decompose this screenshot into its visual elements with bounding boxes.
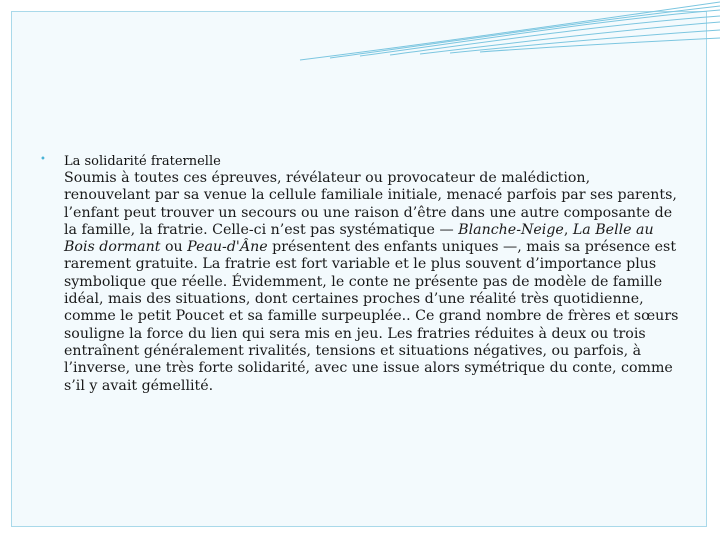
- bullet-item: [40, 152, 680, 172]
- body-separator: ,: [563, 221, 573, 238]
- slide-content: [40, 152, 680, 395]
- body-text: Soumis à toutes ces épreuves, révélateur ou provocateur de malédiction, renouvelant par sa venue la cellule familiale initiale, menacé parfois par ses parents, l’enfant peut trouver un secours ou une raison d’être dans une autre composante de la famille, la fratrie. Celle-ci n’est pas systématique —: [64, 170, 677, 238]
- tale-title-peau-d-ane: Peau-d'Âne: [187, 239, 268, 256]
- tale-title-blanche-neige: Blanche-Neige: [458, 221, 564, 238]
- body-separator: ou: [160, 239, 188, 256]
- bullet-title: La solidarité fraternelle: [64, 154, 221, 169]
- tale-title-belle-au-bois-dormant: La Belle au Bois dormant: [64, 221, 654, 256]
- bullet-body-paragraph: [64, 170, 680, 395]
- body-text: présentent des enfants uniques —, mais sa présence est rarement gratuite. La fratrie est fort variable et le plus souvent d’importance plus symbolique que réelle. Évidemment, le conte ne présente pas de modèle de famille idéal, mais des situations, dont certaines proches d’une réalité très quotidienne, comme le petit Poucet et sa famille surpeuplée.. Ce grand nombre de frères et sœurs souligne la force du lien qui sera mis en jeu. Les fratries réduites à deux ou trois entraînent généralement rivalités, tensions et situations négatives, ou parfois, à l’inverse, une très forte solidarité, avec une issue alors symétrique du conte, comme s’il y avait gémellité.: [64, 239, 679, 394]
- bullet-marker: •: [40, 154, 46, 165]
